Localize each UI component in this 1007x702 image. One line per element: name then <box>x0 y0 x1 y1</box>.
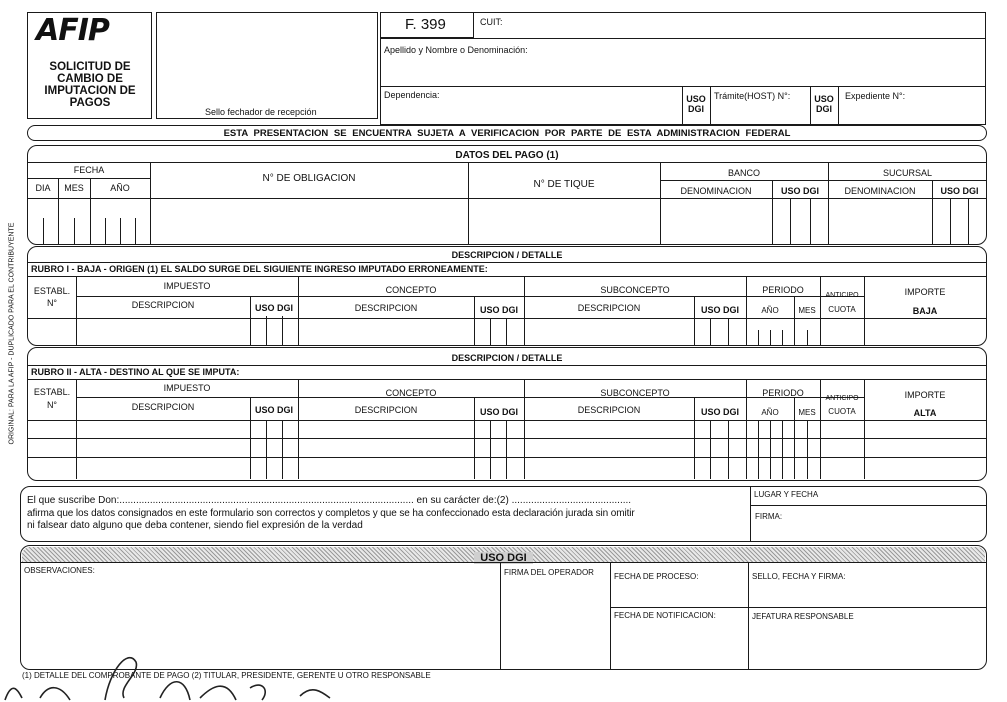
rubro1-section-title: DESCRIPCION / DETALLE <box>451 250 563 260</box>
r1-cuota: CUOTA <box>828 305 856 314</box>
r2-cuota: CUOTA <box>828 407 856 416</box>
mes-label: MES <box>64 183 84 193</box>
r2-importe: IMPORTE <box>904 390 946 400</box>
declaracion-line2: afirma que los datos consignados en este formulario son correctos y completos y que se ha confeccionado esta declaración jurada sin omitir <box>27 508 635 519</box>
banco-uso-dgi: USO DGI <box>780 186 819 196</box>
dependencia-label: Dependencia: <box>384 90 440 100</box>
sello-fecha-firma-label: SELLO, FECHA Y FIRMA: <box>752 572 846 581</box>
r1-establ: ESTABL. <box>33 286 71 296</box>
fecha-notificacion-label: FECHA DE NOTIFICACION: <box>614 611 716 620</box>
form-number: F. 399 <box>405 16 446 33</box>
jefatura-label: JEFATURA RESPONSABLE <box>752 612 854 621</box>
r1-subconcepto: SUBCONCEPTO <box>600 285 670 295</box>
uso-dgi-header-2: USO DGI <box>814 94 834 114</box>
r2-periodo-mes: MES <box>798 408 816 417</box>
uso-dgi-title-wrap <box>20 548 987 566</box>
notice-text: ESTA PRESENTACION SE ENCUENTRA SUJETA A VERIFICACION POR PARTE DE ESTA ADMINISTRACION FEDERAL <box>223 128 791 139</box>
r1-impuesto-uso-dgi: USO DGI <box>254 303 293 313</box>
declaracion-line1: El que suscribe Don:.......................................................................................................... en su carácter de:(2) ........................................... <box>27 495 632 506</box>
r2-concepto: CONCEPTO <box>385 388 437 398</box>
rubro1-title: RUBRO I - BAJA - ORIGEN (1) EL SALDO SURGE DEL SIGUIENTE INGRESO IMPUTADO ERRONEAMENTE: <box>31 264 488 274</box>
sello-label: Sello fechador de recepción <box>205 107 317 117</box>
banco-label: BANCO <box>727 168 760 178</box>
r1-subconcepto-descripcion: DESCRIPCION <box>577 303 641 313</box>
r2-subconcepto-descripcion: DESCRIPCION <box>577 405 641 415</box>
sucursal-uso-dgi: USO DGI <box>940 186 979 196</box>
r1-impuesto: IMPUESTO <box>163 281 211 291</box>
r1-concepto-uso-dgi: USO DGI <box>479 305 518 315</box>
form-title: SOLICITUD DE CAMBIO DE IMPUTACION DE PAGOS <box>44 61 136 109</box>
r1-subconcepto-uso-dgi: USO DGI <box>700 305 739 315</box>
r2-nro: N° <box>46 400 58 410</box>
expediente-label: Expediente N°: <box>845 91 906 101</box>
signature-scribble <box>0 640 400 702</box>
uso-dgi-header-1: USO DGI <box>686 94 706 114</box>
r2-impuesto: IMPUESTO <box>163 383 211 393</box>
r1-periodo: PERIODO <box>762 285 804 295</box>
datos-pago-title: DATOS DEL PAGO (1) <box>455 150 559 161</box>
r1-nro: N° <box>46 298 58 308</box>
r2-periodo: PERIODO <box>762 388 804 398</box>
obligacion-label: N° DE OBLIGACION <box>262 173 356 184</box>
r2-impuesto-uso-dgi: USO DGI <box>254 405 293 415</box>
nombre-label: Apellido y Nombre o Denominación: <box>384 45 528 55</box>
cuit-label: CUIT: <box>480 17 503 27</box>
r1-importe: IMPORTE <box>904 287 946 297</box>
r1-concepto-descripcion: DESCRIPCION <box>354 303 418 313</box>
r1-periodo-anio: AÑO <box>761 306 779 315</box>
r2-subconcepto: SUBCONCEPTO <box>600 388 670 398</box>
r1-concepto: CONCEPTO <box>385 285 437 295</box>
r2-periodo-anio: AÑO <box>761 408 779 417</box>
rubro2-section-title: DESCRIPCION / DETALLE <box>451 353 563 363</box>
tramite-label: Trámite(HOST) N°: <box>714 91 791 101</box>
dia-label: DIA <box>35 183 51 193</box>
r2-concepto-uso-dgi: USO DGI <box>479 407 518 417</box>
r2-importe-tipo: ALTA <box>913 408 937 418</box>
banco-denominacion: DENOMINACION <box>680 186 752 196</box>
sucursal-denominacion: DENOMINACION <box>844 186 916 196</box>
lugar-fecha-label: LUGAR Y FECHA <box>754 490 819 499</box>
uso-dgi-title: USO DGI <box>474 552 532 564</box>
observaciones-label: OBSERVACIONES: <box>24 566 95 575</box>
r2-anticipo: ANTICIPO <box>825 395 859 402</box>
sello-box <box>156 12 378 119</box>
anio-label: AÑO <box>110 183 130 193</box>
tique-label: N° DE TIQUE <box>533 179 595 190</box>
side-copy-text: ORIGINAL: PARA LA AFIP - DUPLICADO PARA EL CONTRIBUYENTE <box>8 222 16 445</box>
r1-periodo-mes: MES <box>798 306 816 315</box>
sucursal-label: SUCURSAL <box>882 168 932 178</box>
r1-importe-tipo: BAJA <box>912 306 938 316</box>
footer-notes: (1) DETALLE DEL COMPROBANTE DE PAGO (2) TITULAR, PRESIDENTE, GERENTE U OTRO RESPONSABLE <box>22 671 431 680</box>
r2-establ: ESTABL. <box>33 387 71 397</box>
fecha-proceso-label: FECHA DE PROCESO: <box>614 572 699 581</box>
firma-label: FIRMA: <box>755 512 783 521</box>
fecha-label: FECHA <box>73 165 105 175</box>
r2-concepto-descripcion: DESCRIPCION <box>354 405 418 415</box>
r2-subconcepto-uso-dgi: USO DGI <box>700 407 739 417</box>
r1-impuesto-descripcion: DESCRIPCION <box>131 300 195 310</box>
r1-anticipo: ANTICIPO <box>825 292 859 299</box>
r2-impuesto-descripcion: DESCRIPCION <box>131 402 195 412</box>
firma-operador-label: FIRMA DEL OPERADOR <box>504 568 594 577</box>
afip-logo: AFIP <box>36 13 109 48</box>
declaracion-line3: ni falsear dato alguno que deba contener, siendo fiel expresión de la verdad <box>27 520 363 531</box>
rubro2-title: RUBRO II - ALTA - DESTINO AL QUE SE IMPUTA: <box>31 367 240 377</box>
